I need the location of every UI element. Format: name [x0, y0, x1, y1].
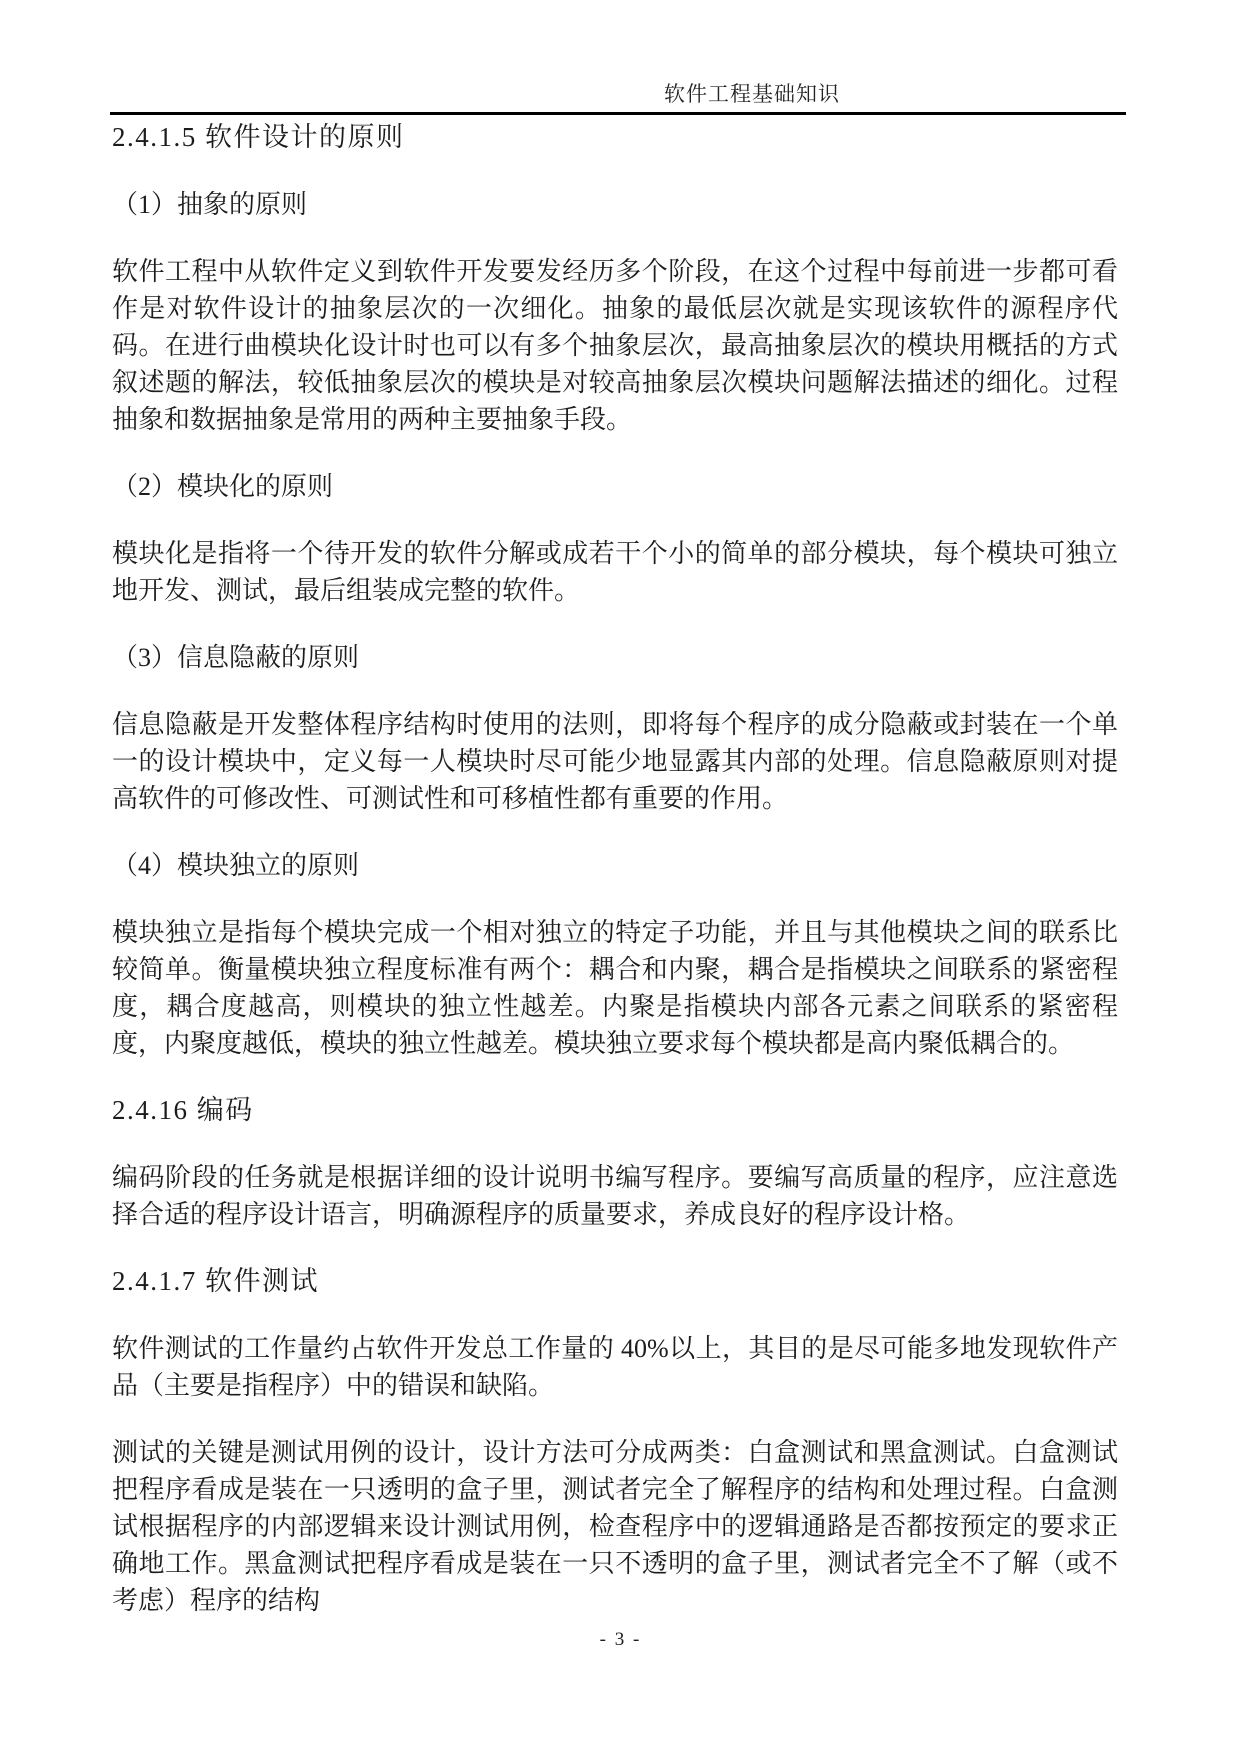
header-rule	[110, 112, 1126, 115]
paragraph-abstraction: 软件工程中从软件定义到软件开发要发经历多个阶段，在这个过程中每前进一步都可看作是对软件设计的抽象层次的一次细化。抽象的最低层次就是实现该软件的源程序代码。在进行曲模块化设计时也可以有多个抽象层次，最高抽象层次的模块用概括的方式叙述题的解法，较低抽象层次的模块是对较高抽象层次模块问题解法描述的细化。过程抽象和数据抽象是常用的两种主要抽象手段。	[112, 257, 1118, 434]
page-number: - 3 -	[599, 1629, 642, 1650]
running-header-title: 软件工程基础知识	[664, 82, 840, 106]
page-header	[0, 0, 1241, 120]
paragraph-coding: 编码阶段的任务就是根据详细的设计说明书编写程序。要编写高质量的程序，应注意选择合适的程序设计语言，明确源程序的质量要求，养成良好的程序设计格。	[112, 1163, 1118, 1229]
document-body	[112, 119, 1118, 1619]
subsection-heading-information-hiding: （3）信息隐蔽的原则	[112, 643, 360, 672]
section-heading-software-testing: 2.4.1.7 软件测试	[112, 1266, 319, 1296]
paragraph-module-independence: 模块独立是指每个模块完成一个相对独立的特定子功能，并且与其他模块之间的联系比较简单。衡量模块独立程度标准有两个：耦合和内聚，耦合是指模块之间联系的紧密程度，耦合度越高，则模块的独立性越差。内聚是指模块内部各元素之间联系的紧密程度，内聚度越低，模块的独立性越差。模块独立要求每个模块都是高内聚低耦合的。	[112, 918, 1118, 1058]
subsection-heading-module-independence: （4）模块独立的原则	[112, 851, 360, 880]
section-heading-coding: 2.4.16 编码	[112, 1095, 254, 1125]
paragraph-testing-workload: 软件测试的工作量约占软件开发总工作量的 40%以上，其目的是尽可能多地发现软件产品（主要是指程序）中的错误和缺陷。	[112, 1334, 1118, 1400]
page-footer	[0, 1629, 1241, 1651]
subsection-heading-abstraction: （1）抽象的原则	[112, 190, 308, 219]
section-heading-design-principles: 2.4.1.5 软件设计的原则	[112, 122, 405, 152]
paragraph-modularity: 模块化是指将一个待开发的软件分解或成若干个小的简单的部分模块，每个模块可独立地开发、测试，最后组装成完整的软件。	[112, 539, 1118, 605]
paragraph-information-hiding: 信息隐蔽是开发整体程序结构时使用的法则，即将每个程序的成分隐蔽或封装在一个单一的设计模块中，定义每一人模块时尽可能少地显露其内部的处理。信息隐蔽原则对提高软件的可修改性、可测试性和可移植性都有重要的作用。	[112, 710, 1118, 813]
subsection-heading-modularity: （2）模块化的原则	[112, 472, 334, 501]
paragraph-testing-methods: 测试的关键是测试用例的设计，设计方法可分成两类：白盒测试和黑盒测试。白盒测试把程序看成是装在一只透明的盒子里，测试者完全了解程序的结构和处理过程。白盒测试根据程序的内部逻辑来设计测试用例，检查程序中的逻辑通路是否都按预定的要求正确地工作。黑盒测试把程序看成是装在一只不透明的盒子里，测试者完全不了解（或不考虑）程序的结构	[112, 1438, 1118, 1615]
